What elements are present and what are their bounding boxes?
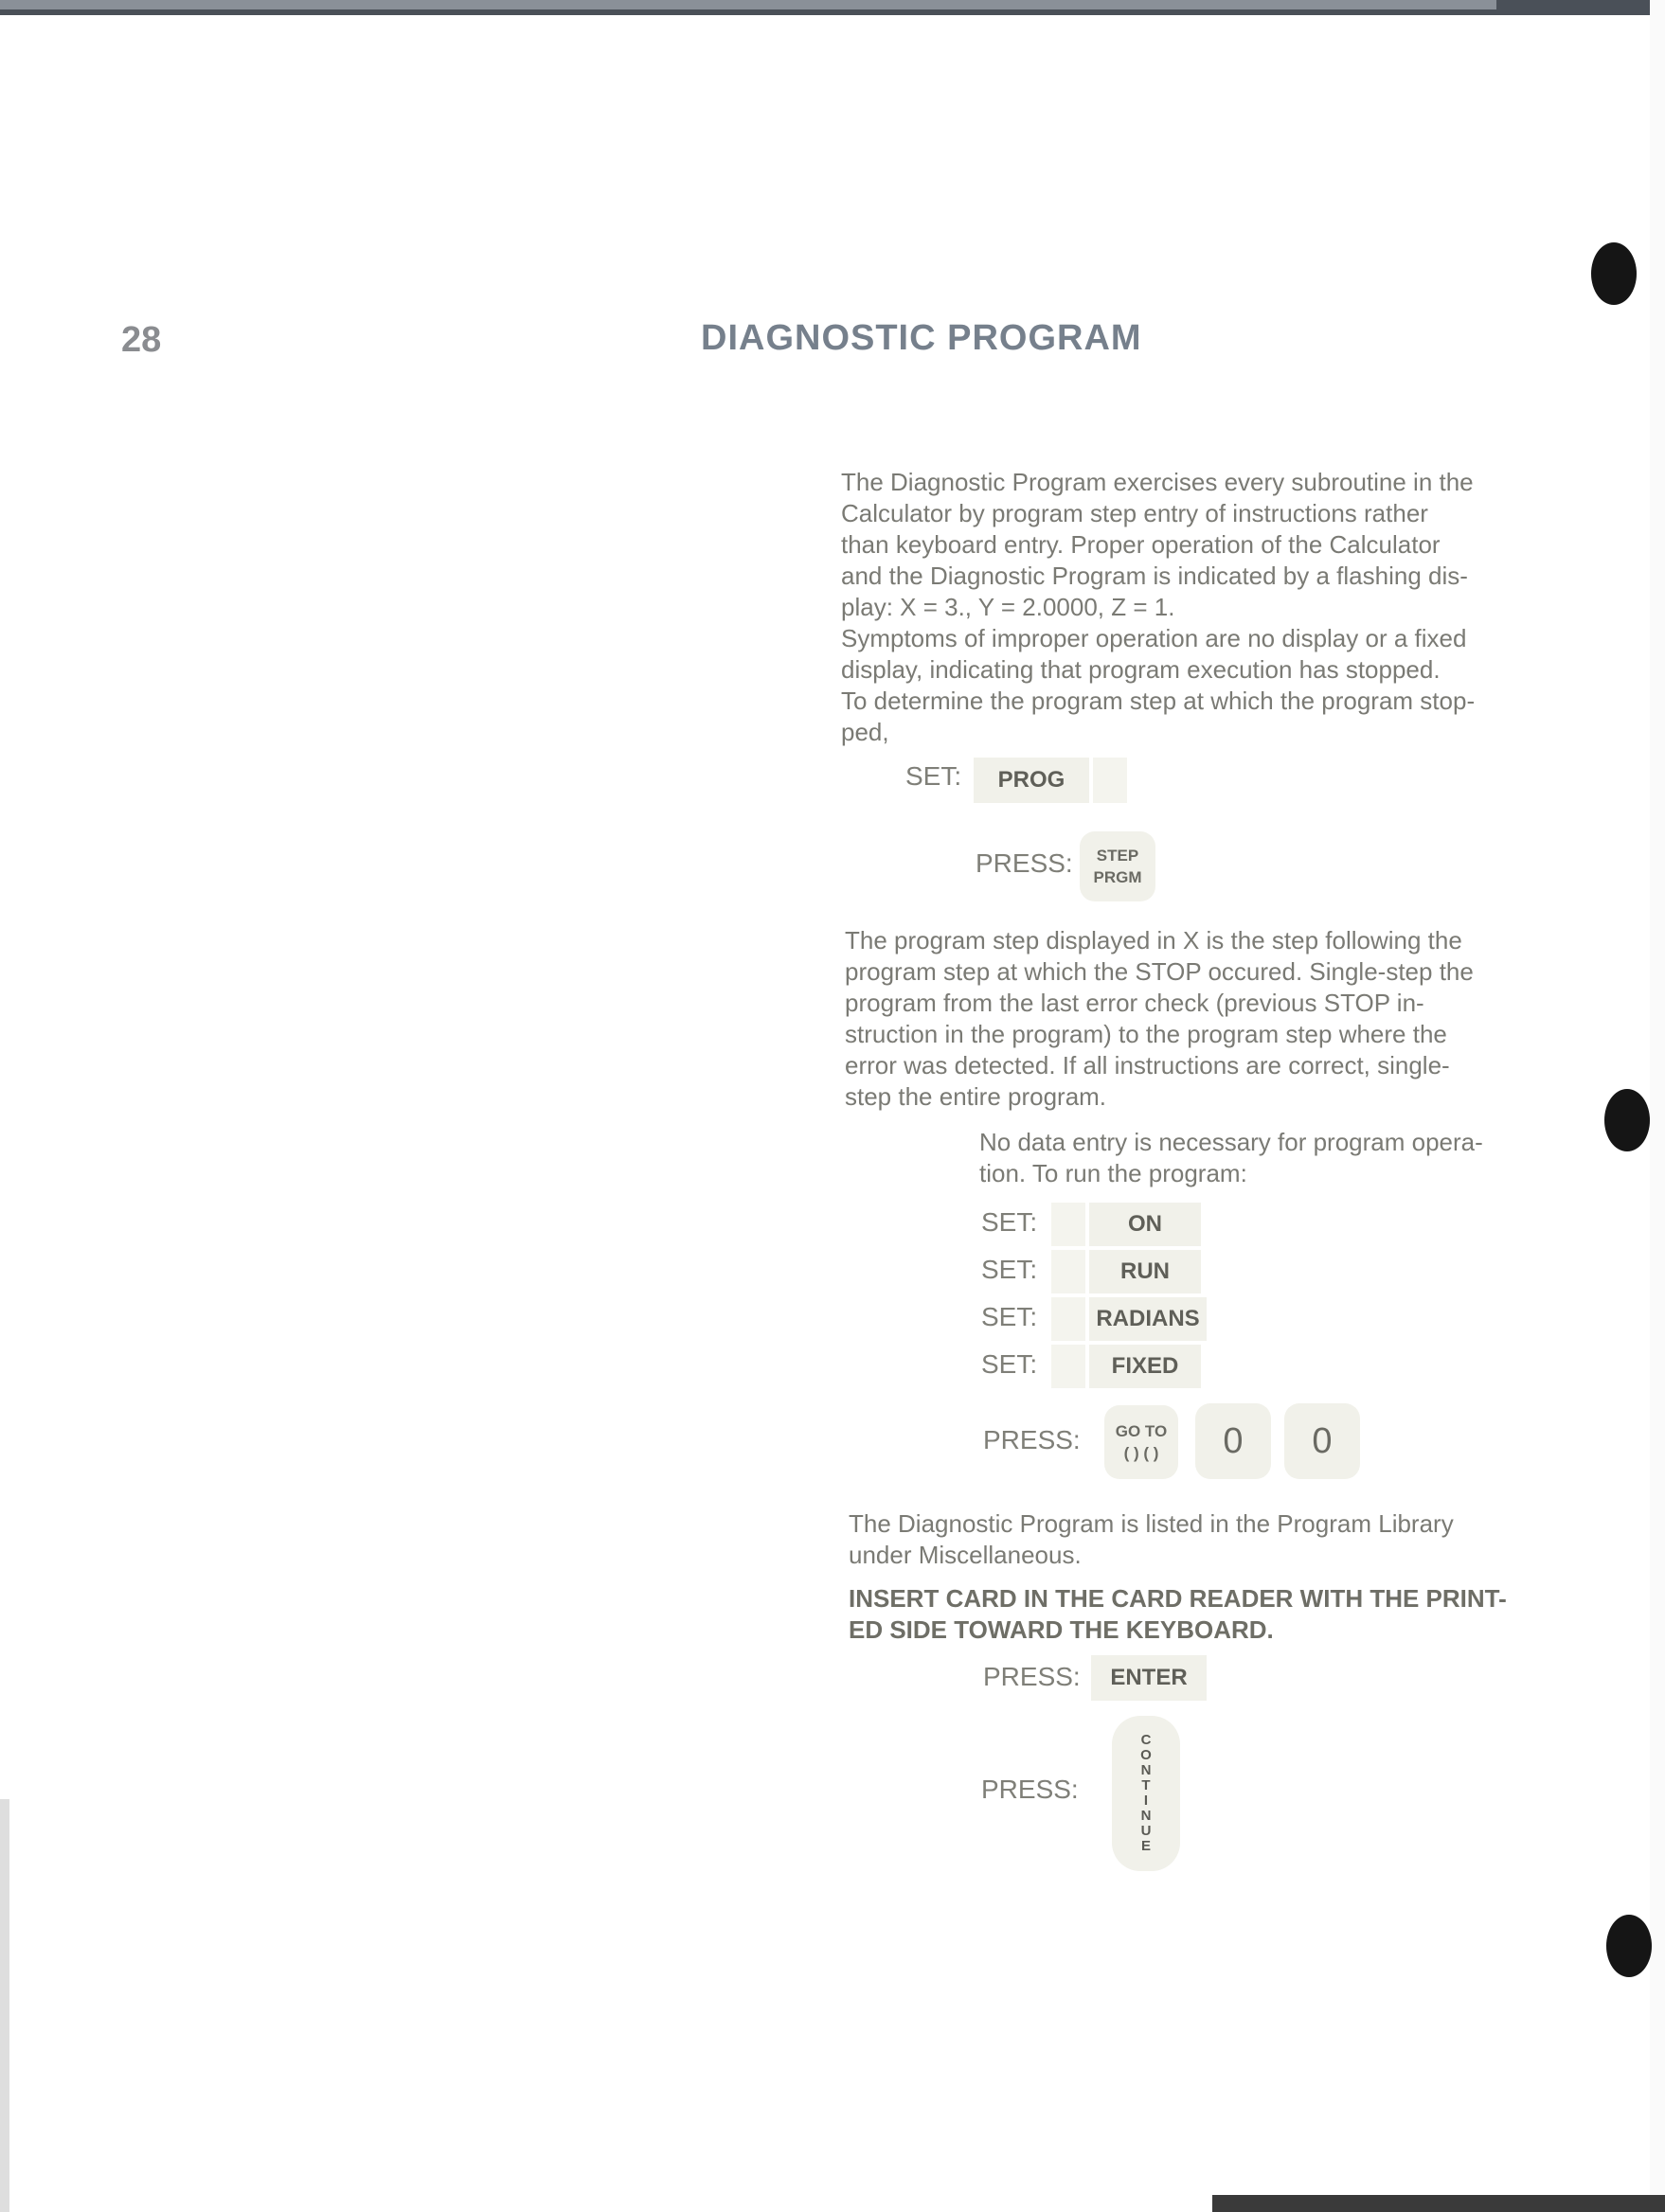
key-bottom-label: ( ) ( ) (1123, 1444, 1159, 1462)
text-line: The Diagnostic Program is listed in the Program Library (849, 1509, 1454, 1538)
step-paragraph (845, 925, 1574, 1113)
text-line: The Diagnostic Program exercises every subroutine in the (841, 468, 1474, 496)
set-label: SET: (981, 1207, 1038, 1237)
key-letter: C (1140, 1732, 1152, 1748)
key-letter: E (1140, 1838, 1151, 1854)
scan-top-edge-light (0, 0, 1496, 9)
page-title: DIAGNOSTIC PROGRAM (701, 318, 1142, 358)
text-line: Symptoms of improper operation are no display or a fixed (841, 624, 1467, 652)
text-line: play: X = 3., Y = 2.0000, Z = 1. (841, 593, 1175, 621)
text-line: than keyboard entry. Proper operation of the Calculator (841, 530, 1441, 559)
enter-key[interactable]: ENTER (1091, 1655, 1207, 1701)
binder-hole (1604, 1089, 1650, 1151)
key-top-label: STEP (1096, 847, 1139, 865)
prog-switch[interactable]: PROG (974, 758, 1089, 803)
binder-hole (1606, 1915, 1652, 1977)
text-line: ED SIDE TOWARD THE KEYBOARD. (849, 1615, 1274, 1644)
press-label: PRESS: (983, 1662, 1081, 1691)
text-line: program step at which the STOP occured. Single-step the (845, 957, 1474, 986)
text-line: program from the last error check (previous STOP in- (845, 989, 1424, 1017)
text-line: display, indicating that program execution has stopped. (841, 655, 1441, 684)
key-digit: 0 (1312, 1421, 1333, 1461)
step-prgm-key[interactable] (1080, 831, 1155, 901)
text-line: No data entry is necessary for program opera- (979, 1128, 1483, 1156)
switch-slot (1051, 1203, 1085, 1246)
run-switch[interactable]: RUN (1089, 1250, 1201, 1293)
scan-left-edge (0, 1799, 9, 2212)
zero-key[interactable] (1195, 1403, 1271, 1479)
text-line: tion. To run the program: (979, 1159, 1247, 1187)
scan-bottom-edge (1212, 2195, 1665, 2212)
key-letter: U (1140, 1823, 1152, 1839)
text-line: INSERT CARD IN THE CARD READER WITH THE PRINT- (849, 1584, 1507, 1613)
radians-switch[interactable]: RADIANS (1089, 1297, 1207, 1341)
library-paragraph (849, 1508, 1574, 1571)
text-line: Calculator by program step entry of instructions rather (841, 499, 1428, 527)
switch-slot (1051, 1345, 1085, 1388)
key-letter: T (1141, 1777, 1151, 1793)
text-line: error was detected. If all instructions are correct, single- (845, 1051, 1450, 1079)
text-line: The program step displayed in X is the step following the (845, 926, 1462, 954)
switch-slot (1051, 1297, 1085, 1341)
intro-paragraph (841, 467, 1570, 748)
press-label: PRESS: (981, 1775, 1079, 1804)
text-line: struction in the program) to the program step where the (845, 1020, 1447, 1048)
key-top-label: GO TO (1115, 1422, 1168, 1440)
text-line: ped, (841, 718, 889, 746)
continue-key[interactable] (1112, 1716, 1180, 1871)
key-digit: 0 (1223, 1421, 1244, 1461)
run-paragraph (979, 1127, 1567, 1189)
zero-key[interactable] (1284, 1403, 1360, 1479)
text-line: under Miscellaneous. (849, 1541, 1082, 1569)
fixed-switch[interactable]: FIXED (1089, 1345, 1201, 1388)
page-number: 28 (121, 320, 162, 360)
key-letter: N (1140, 1808, 1152, 1824)
set-label: SET: (981, 1349, 1038, 1379)
press-label: PRESS: (983, 1425, 1081, 1454)
set-label: SET: (981, 1302, 1038, 1331)
card-instruction (849, 1583, 1534, 1646)
switch-slot (1051, 1250, 1085, 1293)
key-letter: I (1143, 1793, 1149, 1809)
text-line: and the Diagnostic Program is indicated by a flashing dis- (841, 562, 1468, 590)
key-letter: N (1140, 1762, 1152, 1778)
scan-right-edge (1650, 0, 1665, 2212)
switch-slot (1093, 758, 1127, 803)
set-label: SET: (905, 761, 962, 791)
binder-hole (1591, 242, 1637, 305)
text-line: To determine the program step at which the program stop- (841, 687, 1476, 715)
set-label: SET: (981, 1255, 1038, 1284)
text-line: step the entire program. (845, 1082, 1107, 1111)
goto-key[interactable] (1104, 1405, 1178, 1479)
on-switch[interactable]: ON (1089, 1203, 1201, 1246)
key-bottom-label: PRGM (1093, 868, 1142, 886)
key-letter: O (1140, 1747, 1152, 1763)
press-label: PRESS: (976, 848, 1073, 878)
